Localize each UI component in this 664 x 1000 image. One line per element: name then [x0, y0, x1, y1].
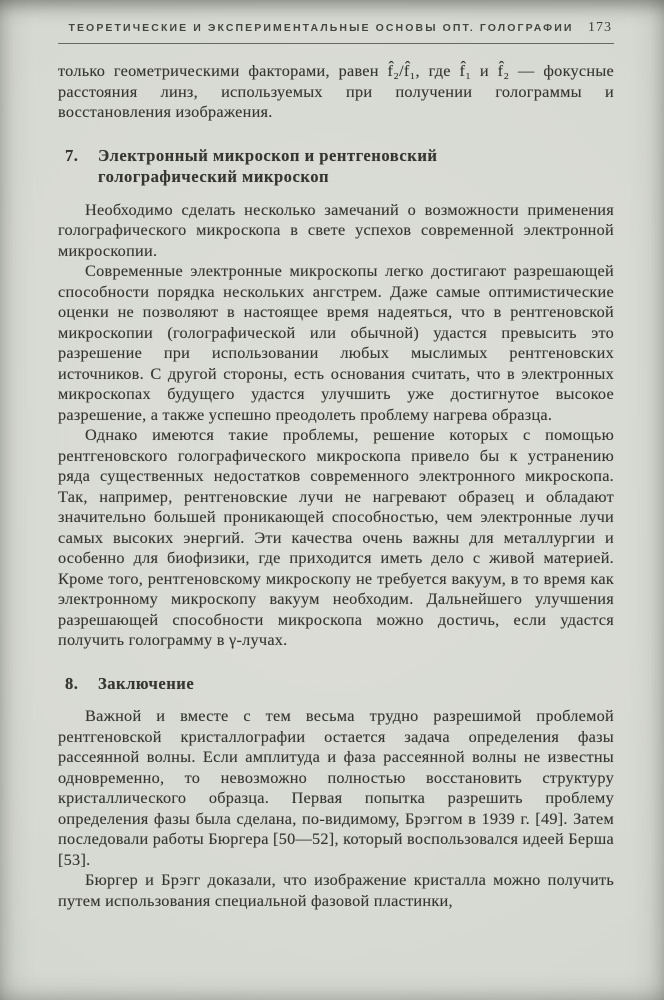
- section-number: 8.: [65, 673, 79, 693]
- paragraph: Важной и вместе с тем весьма трудно разрешимой проблемой рентгеновской кристаллографии остается задача определения фазы рассеянной волны. Если амплитуда и фаза рассеянной волны не известны одновременно, то невозможно полностью восстановить структуру кристаллического образца. Первая попытка разрешить проблему определения фазы была сделана, по-видимому, Брэггом в 1939 г. [49]. Затем последовали работы Бюргера [50—52], который воспользовался идеей Берша [53].: [58, 706, 614, 869]
- page-body: [58, 44, 614, 911]
- paragraph: Необходимо сделать несколько замечаний о возможности применения голографического микроскопа в свете успехов современной электронной микроскопии.: [58, 199, 614, 260]
- section-heading-7: [58, 145, 614, 188]
- page-header: [58, 16, 614, 36]
- paragraph: Однако имеются такие проблемы, решение которых с помощью рентгеновского голографического микроскопа привело бы к устранению ряда существенных недостатков современного электронного микроскопа. Так, например, рентгеновские лучи не нагревают образец и обладают значительно большей проникающей способностью, чем электронные лучи самых высоких энергий. Эти качества очень важны для металлургии и особенно для биофизики, где приходится иметь дело с живой материей. Кроме того, рентгеновскому микроскопу не требуется вакуум, в то время как электронному микроскопу вакуум необходим. Дальнейшего улучшения разрешающей способности микроскопа можно достичь, если удастся получить голограмму в γ-лучах.: [58, 425, 614, 649]
- section-heading-8: [58, 673, 614, 695]
- page-number: 173: [588, 20, 612, 35]
- section-title: Электронный микроскоп и рентгеновский голографический микроскоп: [98, 145, 438, 186]
- paragraph: Бюргер и Брэгг доказали, что изображение кристалла можно получить путем использования специальной фазовой пластинки,: [58, 870, 614, 910]
- running-title: ТЕОРЕТИЧЕСКИЕ И ЭКСПЕРИМЕНТАЛЬНЫЕ ОСНОВЫ ОПТ. ГОЛОГРАФИИ: [68, 22, 574, 34]
- paragraph: Современные электронные микроскопы легко достигают разрешающей способности порядка нескольких ангстрем. Даже самые оптимистические оценки не позволяют в настоящее время надеяться, что в рентгеновской микроскопии (голографической или обычной) удастся превысить это разрешение при использовании любых мыслимых рентгеновских источников. С другой стороны, есть основания считать, что в электронных микроскопах будущего удастся улучшить уже достигнутое высокое разрешение, а также успешно преодолеть проблему нагрева образца.: [58, 261, 614, 424]
- paragraph-continuation: только геометрическими факторами, равен f̂₂/f̂₁, где f̂₁ и f̂₂ — фокусные расстояния линз, используемых при получении голограммы и восстановления изображения.: [58, 61, 614, 121]
- section-title: Заключение: [98, 673, 195, 693]
- section-number: 7.: [65, 145, 79, 165]
- header-rule: [58, 43, 614, 44]
